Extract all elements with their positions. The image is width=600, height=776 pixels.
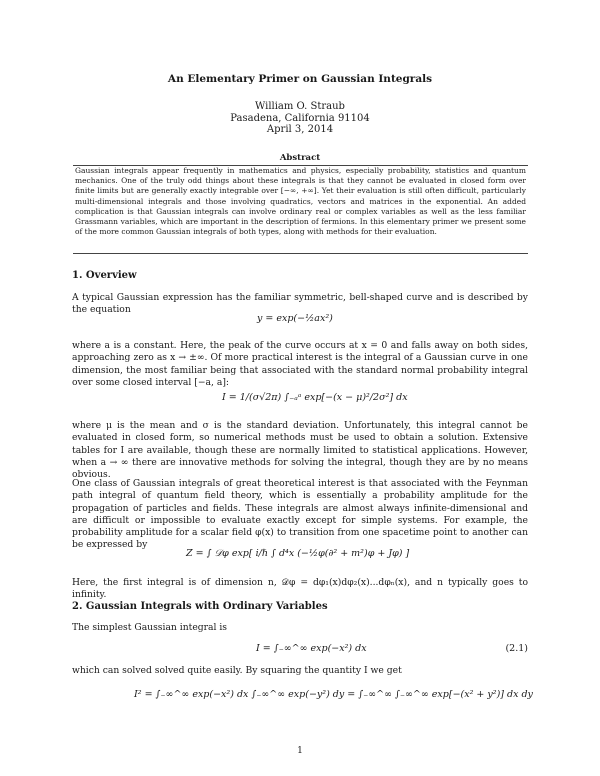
page-number: 1 <box>297 746 303 756</box>
section-1-paragraph-5: Here, the first integral is of dimension n, 𝒟φ = dφ₁(x)dφ₂(x)...dφₙ(x), and n typically goes to infinity. <box>72 577 528 601</box>
equation-path-integral <box>186 548 409 559</box>
equation-normal-probability-integral-text: I = 1/(σ√2π) ∫₋ₐᵃ exp[−(x − μ)²/2σ²] dx <box>222 392 408 403</box>
equation-gaussian-curve-text: y = exp(−½ax²) <box>257 313 333 324</box>
paper-title: An Elementary Primer on Gaussian Integrals <box>167 73 433 85</box>
author-block <box>0 101 600 136</box>
section-1-paragraph-1: A typical Gaussian expression has the familiar symmetric, bell-shaped curve and is described by the equation <box>72 292 528 316</box>
abstract-bottom-rule <box>73 253 528 254</box>
section-1-paragraph-3: where μ is the mean and σ is the standard deviation. Unfortunately, this integral cannot be evaluated in closed form, so numerical methods must be used to obtain a solution. Extensive tables for I are available, though these are normally limited to statistical applications. However, when a → ∞ there are innovative methods for solving the integral, though they are by no means obvious. <box>72 420 528 481</box>
equation-squared-integral <box>134 689 533 700</box>
section-2-heading: 2. Gaussian Integrals with Ordinary Variables <box>72 601 328 612</box>
equation-path-integral-text: Z = ∫ 𝒟φ exp[ i/ℏ ∫ d⁴x (−½φ(∂² + m²)φ + Jφ) ] <box>186 548 410 559</box>
abstract-text: Gaussian integrals appear frequently in mathematics and physics, especially probability, statistics and quantum mechanics. One of the truly odd things about these integrals is that they cannot be evaluated in closed form over finite limits but are generally exactly integrable over [−∞, +∞]. Yet their evaluation is still often difficult, particularly multi-dimensional integrals and those involving quadratics, vectors and matrices in the exponential. An added complication is that Gaussian integrals can involve ordinary real or complex variables as well as the less familiar Grassmann variables, which are important in the description of fermions. In this elementary primer we present some of the more common Gaussian integrals of both types, along with methods for their evaluation. <box>75 166 526 237</box>
equation-normal-probability-integral <box>222 392 408 403</box>
author-location: Pasadena, California 91104 <box>230 112 370 124</box>
section-1-paragraph-2: where a is a constant. Here, the peak of the curve occurs at x = 0 and falls away on both sides, approaching zero as x → ±∞. Of more practical interest is the integral of a Gaussian curve in one dimension, the most familiar being that associated with the standard normal probability integral over some closed interval [−a, a]: <box>72 340 528 388</box>
section-2-paragraph-1: The simplest Gaussian integral is <box>72 622 228 633</box>
paper-date: April 3, 2014 <box>266 124 334 135</box>
equation-2-1-text: I = ∫₋∞^∞ exp(−x²) dx <box>256 643 367 654</box>
equation-2-1-number: (2.1) <box>505 643 528 654</box>
section-2-paragraph-2: which can solved solved quite easily. By squaring the quantity I we get <box>72 665 402 676</box>
author-name: William O. Straub <box>255 101 345 112</box>
equation-squared-integral-text: I² = ∫₋∞^∞ exp(−x²) dx ∫₋∞^∞ exp(−y²) dy = ∫₋∞^∞ ∫₋∞^∞ exp[−(x² + y²)] dx dy <box>134 689 533 700</box>
section-1-heading: 1. Overview <box>72 270 137 281</box>
equation-2-1 <box>256 643 367 654</box>
equation-gaussian-curve <box>257 313 333 324</box>
section-1-paragraph-4: One class of Gaussian integrals of great theoretical interest is that associated with the Feynman path integral of quantum field theory, which is essentially a probability amplitude for the propagation of particles and fields. These integrals are almost always infinite-dimensional and are difficult or impossible to evaluate exactly except for simple systems. For example, the probability amplitude for a scalar field φ(x) to transition from one spacetime point to another can be expressed by <box>72 478 528 551</box>
abstract-heading: Abstract <box>279 153 321 163</box>
